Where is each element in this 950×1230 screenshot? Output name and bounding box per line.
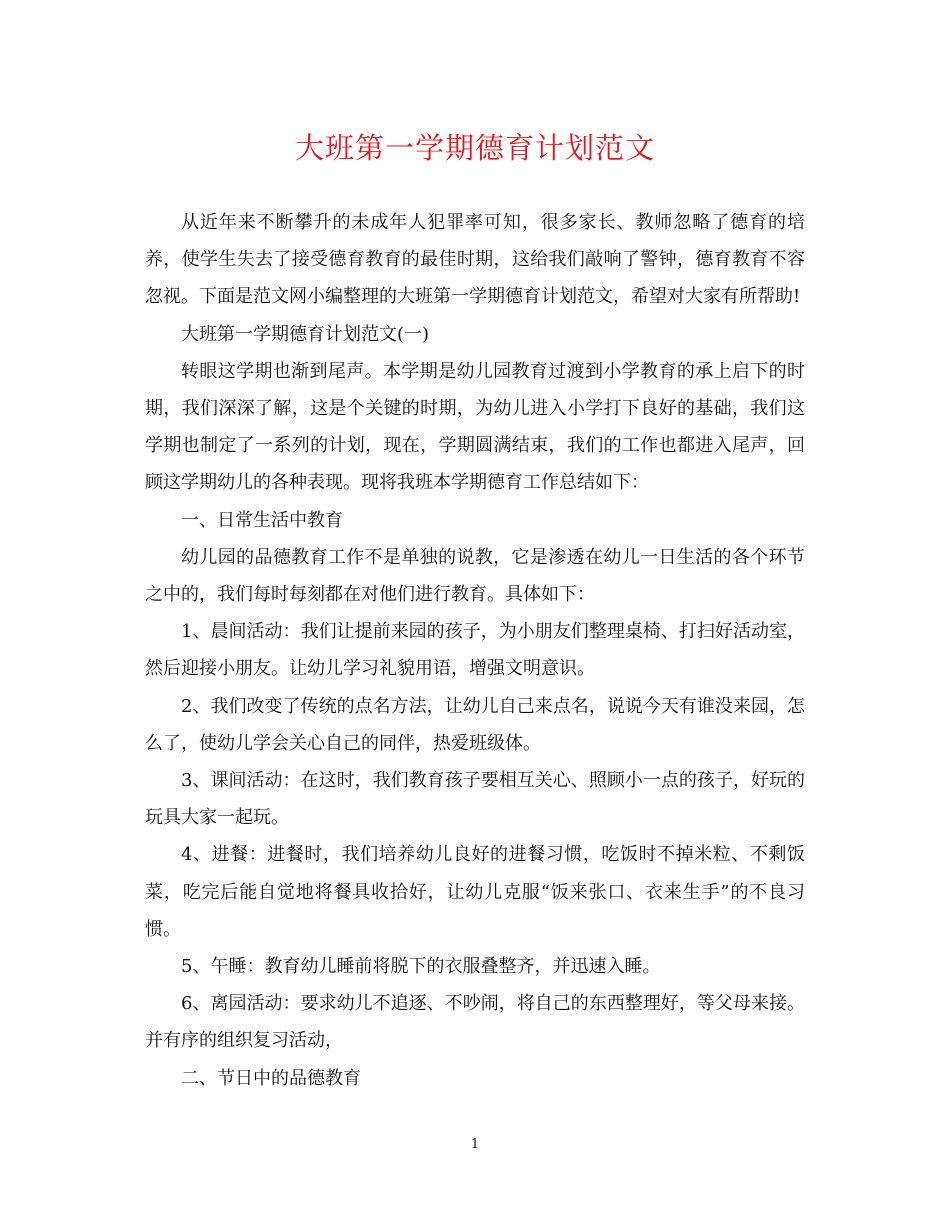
paragraph-item-1: 1、晨间活动：我们让提前来园的孩子，为小朋友们整理桌椅、打扫好活动室，然后迎接小朋友。让幼儿学习礼貌用语，增强文明意识。 <box>145 621 805 680</box>
paragraph-heading-daily-life: 一、日常生活中教育 <box>181 509 343 531</box>
paragraph-section-heading: 大班第一学期德育计划范文(一) <box>181 323 430 345</box>
page-number: 1 <box>470 1137 480 1152</box>
paragraph-item-6: 6、离园活动：要求幼儿不追逐、不吵闹，将自己的东西整理好，等父母来接。并有序的组织复习活动， <box>145 993 805 1052</box>
paragraph-item-3: 3、课间活动：在这时，我们教育孩子要相互关心、照顾小一点的孩子，好玩的玩具大家一起玩。 <box>145 770 805 829</box>
paragraph-summary: 转眼这学期也渐到尾声。本学期是幼儿园教育过渡到小学教育的承上启下的时期，我们深深了解，这是个关键的时期，为幼儿进入小学打下良好的基础，我们这学期也制定了一系列的计划，现在，学期圆满结束，我们的工作也都进入尾声，回顾这学期幼儿的各种表现。现将我班本学期德育工作总结如下： <box>145 360 805 494</box>
document-title: 大班第一学期德育计划范文 <box>294 131 655 165</box>
paragraph-item-4: 4、进餐：进餐时，我们培养幼儿良好的进餐习惯，吃饭时不掉米粒、不剩饭菜，吃完后能自觉地将餐具收拾好，让幼儿克服“饭来张口、衣来生手”的不良习惯。 <box>145 844 805 940</box>
paragraph-item-5: 5、午睡：教育幼儿睡前将脱下的衣服叠整齐，并迅速入睡。 <box>181 956 661 978</box>
paragraph-item-2: 2、我们改变了传统的点名方法，让幼儿自己来点名，说说今天有谁没来园，怎么了，使幼儿学会关心自己的同伴，热爱班级体。 <box>145 695 805 754</box>
paragraph-heading-festival: 二、节日中的品德教育 <box>181 1067 361 1089</box>
paragraph-daily-life: 幼儿园的品德教育工作不是单独的说教，它是渗透在幼儿一日生活的各个环节之中的，我们每时每刻都在对他们进行教育。具体如下： <box>145 546 805 606</box>
document-body <box>145 204 805 1097</box>
paragraph-intro: 从近年来不断攀升的未成年人犯罪率可知，很多家长、教师忽略了德育的培养，使学生失去了接受德育教育的最佳时期，这给我们敲响了警钟，德育教育不容忽视。下面是范文网小编整理的大班第一学期德育计划范文，希望对大家有所帮助! <box>145 212 805 308</box>
